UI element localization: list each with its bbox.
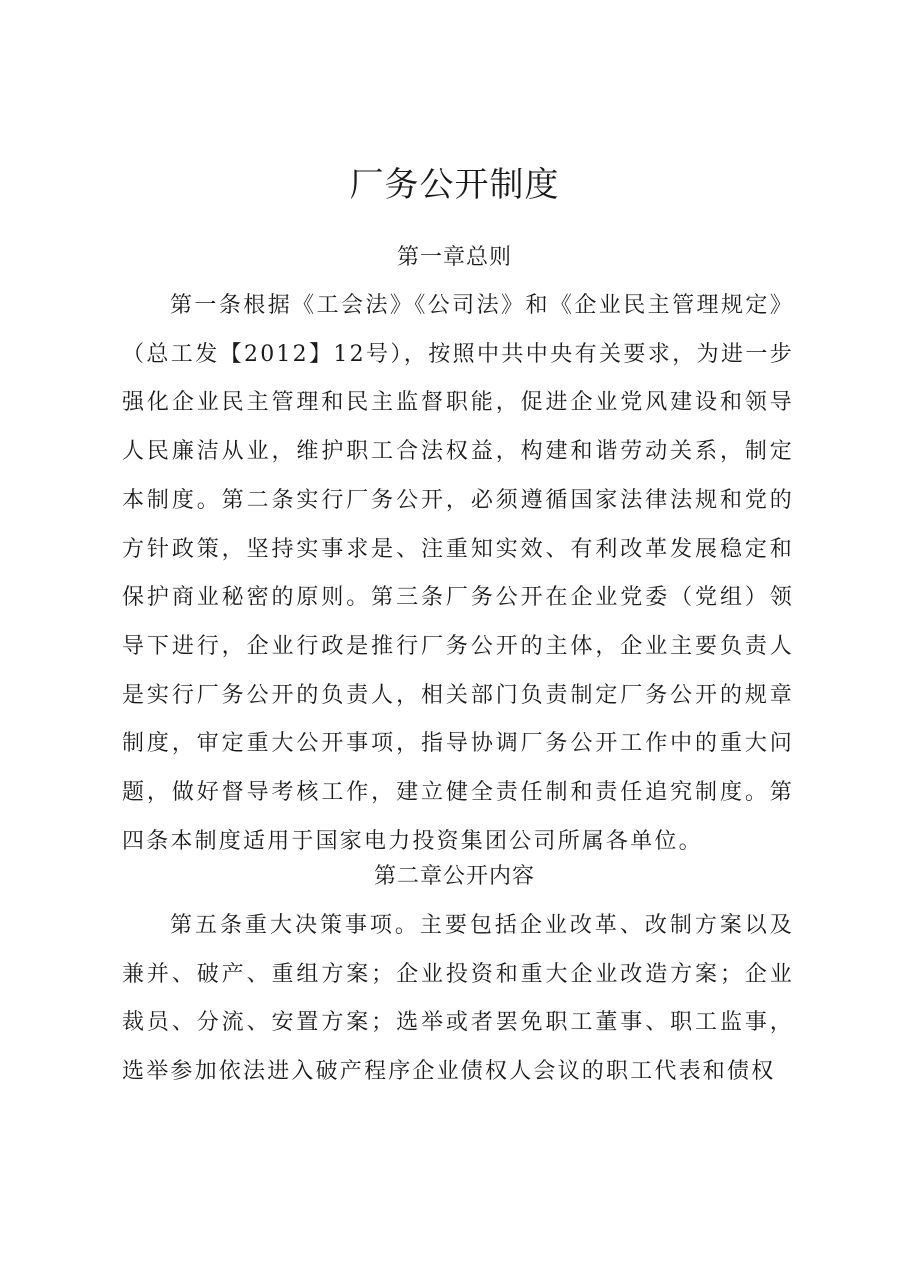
chapter-1-heading: 第一章总则	[396, 245, 512, 270]
document-title: 厂务公开制度	[349, 165, 560, 205]
chapter-1-paragraph: 第一条根据《工会法》《公司法》和《企业民主管理规定》（总工发【2012】12号），按照中共中央有关要求，为进一步强化企业民主管理和民主监督职能，促进企业党风建设和领导人民廉洁从业，维护职工合法权益，构建和谐劳动关系，制定本制度。第二条实行厂务公开，必须遵循国家法律法规和党的方针政策，坚持实事求是、注重知实效、有利改革发展稳定和保护商业秘密的原则。第三条厂务公开在企业党委（党组）领导下进行，企业行政是推行厂务公开的主体，企业主要负责人是实行厂务公开的负责人，相关部门负责制定厂务公开的规章制度，审定重大公开事项，指导协调厂务公开工作中的重大问题，做好督导考核工作，建立健全责任制和责任追究制度。第四条本制度适用于国家电力投资集团公司所属各单位。	[122, 293, 794, 854]
chapter-2-heading: 第二章公开内容	[373, 864, 535, 889]
chapter-2-paragraph: 第五条重大决策事项。主要包括企业改革、改制方案以及兼并、破产、重组方案；企业投资和重大企业改造方案；企业裁员、分流、安置方案；选举或者罢免职工董事、职工监事，选举参加依法进入破产程序企业债权人会议的职工代表和债权	[122, 913, 794, 1085]
